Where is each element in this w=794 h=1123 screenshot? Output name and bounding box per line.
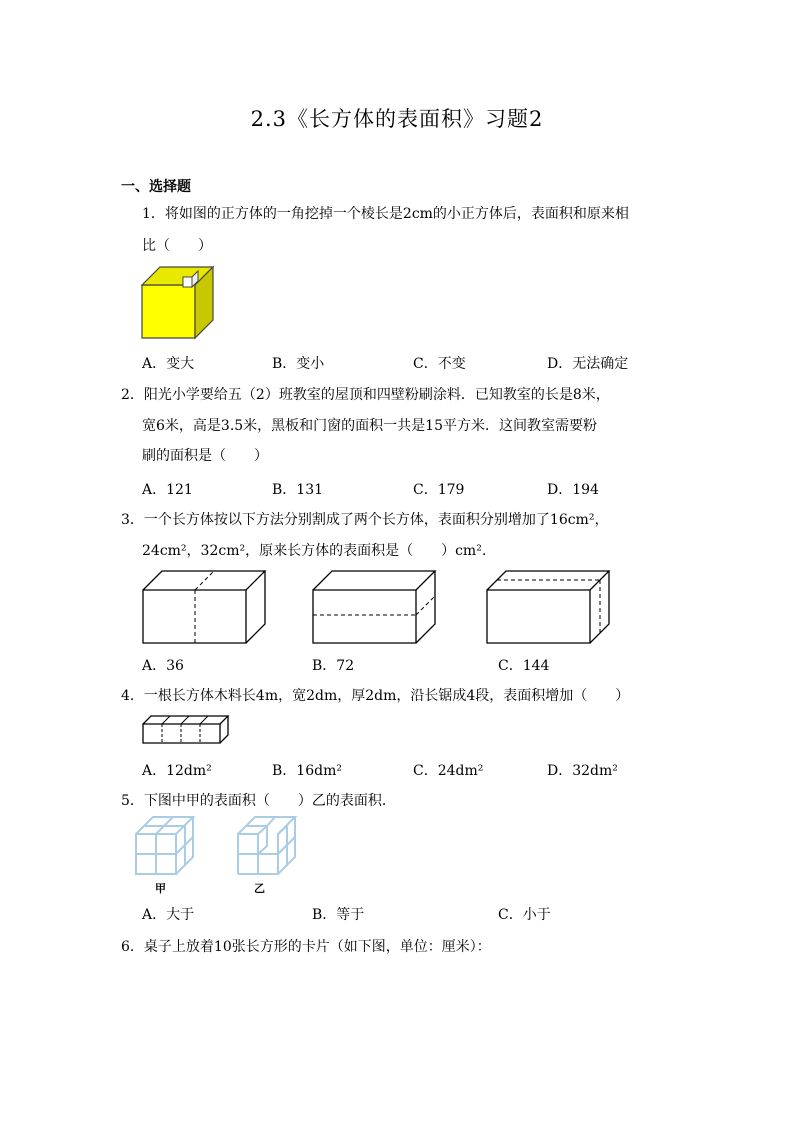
q1-cutout (183, 277, 192, 287)
q3-line2: 24cm²，32cm²，原来长方体的表面积是（ ）cm². (142, 543, 487, 559)
q1-option-a[interactable]: A．变大 (142, 356, 195, 372)
q5-label-yi: 乙 (254, 882, 265, 895)
q2-line2: 宽6米，高是3.5米，黑板和门窗的面积一共是15平方米．这间教室需要粉 (142, 418, 597, 434)
q3-box-vertical-cut (140, 568, 270, 646)
q4-line1: 4．一根长方体木料长4m，宽2dm，厚2dm，沿长锯成4段，表面积增加（ ） (121, 688, 630, 704)
q5-line1: 5．下图中甲的表面积（ ）乙的表面积． (121, 793, 396, 809)
q5-option-c[interactable]: C．小于 (498, 907, 551, 923)
q4-option-c[interactable]: C．24dm² (413, 763, 484, 779)
q2-option-b[interactable]: B．131 (272, 482, 324, 498)
q4-option-d[interactable]: D．32dm² (547, 763, 618, 779)
q1-cube-front (142, 285, 195, 338)
q3-box-depth-cut (484, 568, 614, 646)
q4-option-a[interactable]: A．12dm² (142, 763, 212, 779)
q2-option-d[interactable]: D．194 (547, 482, 599, 498)
q6-line1: 6．桌子上放着10张长方形的卡片（如下图，单位：厘米）： (121, 939, 491, 955)
q2-option-c[interactable]: C．179 (413, 482, 465, 498)
q2-line3: 刷的面积是（ ） (142, 448, 268, 464)
q1-option-d[interactable]: D．无法确定 (547, 356, 629, 372)
q5-option-a[interactable]: A．大于 (142, 907, 195, 923)
q5-label-jia: 甲 (155, 882, 166, 895)
q1-line2: 比（ ） (142, 238, 212, 254)
q3-option-a[interactable]: A．36 (142, 658, 184, 674)
q4-option-b[interactable]: B．16dm² (272, 763, 342, 779)
q3-option-b[interactable]: B．72 (312, 658, 355, 674)
q4-wood-figure (140, 714, 232, 746)
q5-cube-jia (134, 815, 196, 877)
q1-cube-figure (140, 265, 216, 341)
page-title: 2.3《长方体的表面积》习题2 (250, 107, 544, 131)
q3-line1: 3．一个长方体按以下方法分别割成了两个长方体，表面积分别增加了16cm²， (121, 512, 609, 528)
section-heading: 一、选择题 (121, 179, 191, 195)
q5-option-b[interactable]: B．等于 (312, 907, 365, 923)
q2-line1: 2．阳光小学要给五（2）班教室的屋顶和四壁粉刷涂料．已知教室的长是8米， (121, 387, 610, 403)
q5-cube-yi (236, 815, 298, 877)
q1-line1: 1．将如图的正方体的一角挖掉一个棱长是2cm的小正方体后，表面积和原来相 (142, 206, 629, 222)
q3-option-c[interactable]: C．144 (498, 658, 550, 674)
q1-option-b[interactable]: B．变小 (272, 356, 325, 372)
q1-option-c[interactable]: C．不变 (413, 356, 466, 372)
q3-box-horizontal-cut (310, 568, 440, 646)
q2-option-a[interactable]: A．121 (142, 482, 193, 498)
